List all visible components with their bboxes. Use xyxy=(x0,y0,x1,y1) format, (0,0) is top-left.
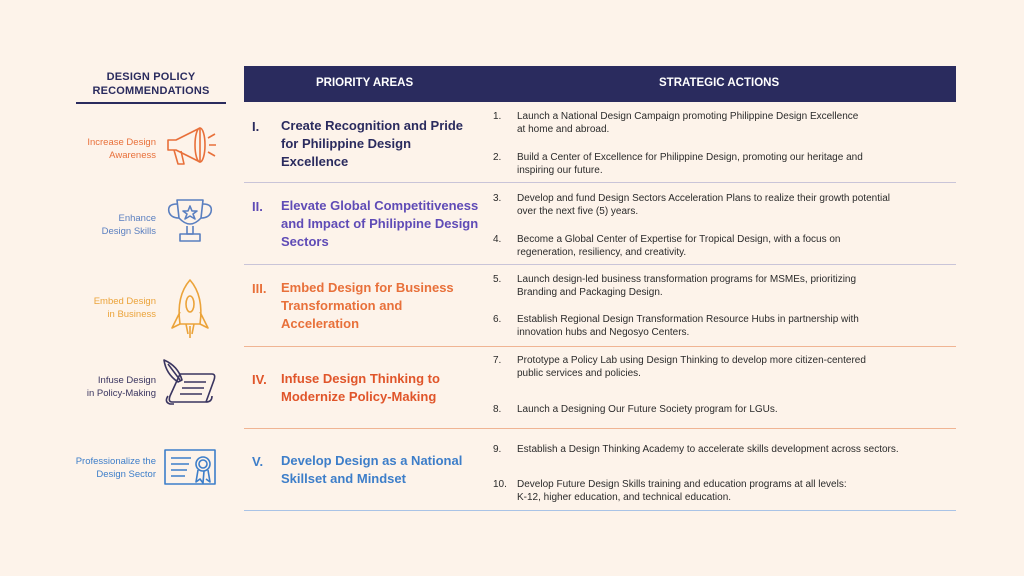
certificate-icon xyxy=(163,446,219,492)
action-text: Become a Global Center of Expertise for Tropical Design, with a focus on regeneration, resiliency, and creativity. xyxy=(517,234,841,258)
megaphone-icon xyxy=(162,118,218,168)
trophy-icon xyxy=(163,196,217,248)
action-text: Develop and fund Design Sectors Acceleration Plans to realize their growth potential over the next five (5) years. xyxy=(517,193,890,217)
action-text: Develop Future Design Skills training and education programs at all levels: K-12, higher education, and technical education. xyxy=(517,479,847,503)
action-text: Establish Regional Design Transformation Resource Hubs in partnership with innovation hubs and Negosyo Centers. xyxy=(517,314,859,338)
action-number: 8. xyxy=(493,404,502,415)
recommendations-heading-text: DESIGN POLICY RECOMMENDATIONS xyxy=(92,71,210,97)
row-numeral: V. xyxy=(252,454,264,469)
priority-row-3 xyxy=(244,265,956,347)
action-number: 3. xyxy=(493,193,502,204)
priority-row-4 xyxy=(244,347,956,429)
priority-row-2 xyxy=(244,183,956,265)
action-number: 2. xyxy=(493,152,502,163)
recommendation-label-4: Infuse Design in Policy-Making xyxy=(86,375,156,399)
priority-area-title: Develop Design as a National Skillset and Mindset xyxy=(281,453,463,486)
recommendation-label-1: Increase Design Awareness xyxy=(87,137,156,161)
recommendation-label-2: Enhance Design Skills xyxy=(101,213,156,237)
action-text: Build a Center of Excellence for Philippine Design, promoting our heritage and inspiring our future. xyxy=(517,152,863,176)
heading-underline xyxy=(76,102,226,104)
priority-row-1 xyxy=(244,102,956,183)
action-number: 6. xyxy=(493,314,502,325)
action-number: 10. xyxy=(493,479,507,490)
strategic-actions-header: STRATEGIC ACTIONS xyxy=(659,77,780,89)
action-text: Establish a Design Thinking Academy to accelerate skills development across sectors. xyxy=(517,444,899,455)
action-text: Prototype a Policy Lab using Design Thinking to develop more citizen-centered public services and policies. xyxy=(517,355,866,379)
action-number: 7. xyxy=(493,355,502,366)
action-number: 9. xyxy=(493,444,502,455)
quill-scroll-icon xyxy=(160,358,220,410)
row-numeral: III. xyxy=(252,281,267,296)
table-header xyxy=(244,66,956,102)
action-number: 1. xyxy=(493,111,502,122)
row-numeral: IV. xyxy=(252,372,267,387)
priority-area-title: Embed Design for Business Transformation and Acceleration xyxy=(281,280,454,331)
recommendations-heading xyxy=(76,70,226,104)
recommendation-label-3: Embed Design in Business xyxy=(93,296,156,320)
recommendation-label-5: Professionalize the Design Sector xyxy=(75,456,156,480)
priority-areas-header: PRIORITY AREAS xyxy=(316,77,414,89)
action-number: 4. xyxy=(493,234,502,245)
rocket-icon xyxy=(168,278,212,342)
priority-area-title: Create Recognition and Pride for Philippine Design Excellence xyxy=(281,118,464,169)
priority-area-title: Infuse Design Thinking to Modernize Policy-Making xyxy=(281,371,440,404)
action-number: 5. xyxy=(493,274,502,285)
action-text: Launch a Designing Our Future Society program for LGUs. xyxy=(517,404,778,415)
action-text: Launch design-led business transformation programs for MSMEs, prioritizing Branding and Packaging Design. xyxy=(517,274,857,298)
priority-area-title: Elevate Global Competitiveness and Impact of Philippine Design Sectors xyxy=(281,198,479,249)
row-numeral: II. xyxy=(252,199,263,214)
row-numeral: I. xyxy=(252,119,260,134)
action-text: Launch a National Design Campaign promoting Philippine Design Excellence at home and abroad. xyxy=(517,111,859,135)
priority-row-5 xyxy=(244,429,956,511)
